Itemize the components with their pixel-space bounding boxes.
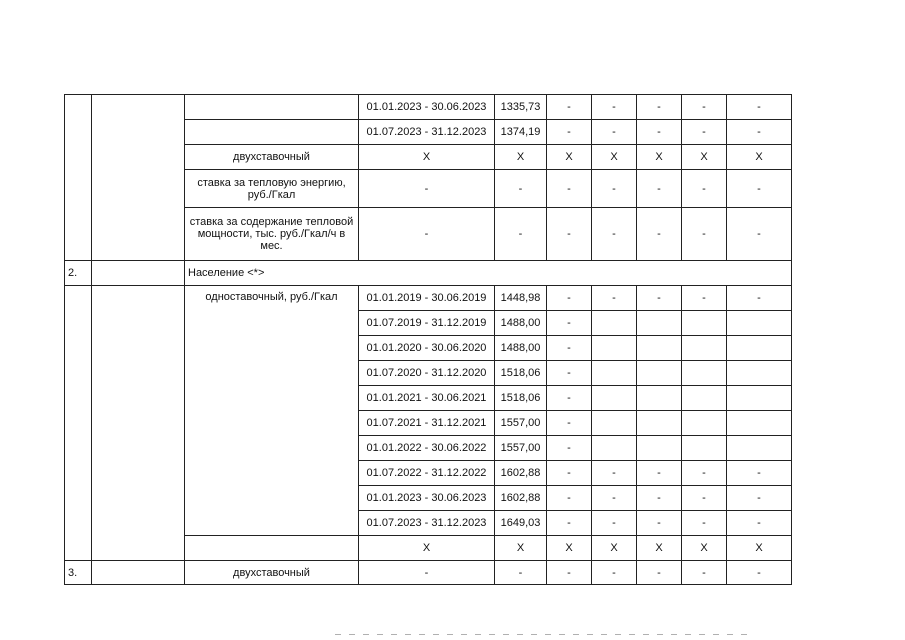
cell: - [637,486,682,511]
cell: - [547,208,592,261]
period-cell: 01.01.2022 - 30.06.2022 [359,436,495,461]
cell [637,311,682,336]
period-cell: 01.07.2019 - 31.12.2019 [359,311,495,336]
cell [637,436,682,461]
section-number: 2. [65,261,92,286]
cell: - [547,486,592,511]
cell: - [727,286,792,311]
cell: - [682,95,727,120]
cell: - [682,286,727,311]
cell: X [682,536,727,561]
cell: - [592,511,637,536]
cell: - [547,336,592,361]
cell [592,336,637,361]
value-cell: 1602,88 [495,461,547,486]
cell: - [547,461,592,486]
cell: - [592,170,637,208]
cell: - [547,286,592,311]
cell: - [547,170,592,208]
cell: - [637,511,682,536]
period-cell: 01.01.2021 - 30.06.2021 [359,386,495,411]
value-cell: 1557,00 [495,411,547,436]
cell: X [637,536,682,561]
cell: - [592,461,637,486]
cell: - [592,120,637,145]
cell [682,336,727,361]
cell: - [682,511,727,536]
period-cell: - [359,170,495,208]
value-cell: 1557,00 [495,436,547,461]
cell: - [727,561,792,585]
value-cell: - [495,208,547,261]
section-header-row [65,261,792,286]
cell: - [592,95,637,120]
cell: - [682,486,727,511]
value-cell: 1488,00 [495,336,547,361]
period-cell: X [359,536,495,561]
cell: - [637,170,682,208]
tariff-type-cell: ставка за тепловую энергию, руб./Гкал [185,170,359,208]
cell: X [682,145,727,170]
cell: - [682,561,727,585]
cell: - [547,311,592,336]
table-row [65,95,792,120]
value-cell: 1602,88 [495,486,547,511]
section-number: 3. [65,561,92,585]
cell: - [727,208,792,261]
value-cell: 1518,06 [495,361,547,386]
cell: - [727,486,792,511]
period-cell: 01.07.2023 - 31.12.2023 [359,511,495,536]
cell: - [637,208,682,261]
cell: - [727,170,792,208]
cell: - [592,286,637,311]
period-cell: 01.01.2023 - 30.06.2023 [359,486,495,511]
row-number-cell [65,95,92,261]
cell [682,386,727,411]
cell: - [682,170,727,208]
period-cell: 01.01.2023 - 30.06.2023 [359,95,495,120]
value-cell: X [495,536,547,561]
period-cell: - [359,561,495,585]
cell [727,361,792,386]
tariff-type-cell: одноставочный, руб./Гкал [185,286,359,536]
period-cell: 01.01.2020 - 30.06.2020 [359,336,495,361]
cell [727,436,792,461]
cell: - [547,436,592,461]
cell [727,386,792,411]
cell [637,386,682,411]
organization-cell [92,286,185,561]
cell: X [637,145,682,170]
cell: X [547,145,592,170]
tariff-table [64,94,792,585]
period-cell: 01.01.2019 - 30.06.2019 [359,286,495,311]
cell: X [727,536,792,561]
cell: - [727,120,792,145]
cell [682,436,727,461]
tariff-type-cell: двухставочный [185,145,359,170]
cell [592,311,637,336]
period-cell: - [359,208,495,261]
period-cell: X [359,145,495,170]
cell: - [727,95,792,120]
tariff-type-cell [185,120,359,145]
organization-cell [92,261,185,286]
cell: - [592,561,637,585]
cell: - [682,208,727,261]
section-title: Население <*> [185,261,792,286]
cell [682,411,727,436]
cell [592,386,637,411]
value-cell: 1649,03 [495,511,547,536]
cell [727,411,792,436]
row-number-cell [65,286,92,561]
value-cell: 1488,00 [495,311,547,336]
period-cell: 01.07.2022 - 31.12.2022 [359,461,495,486]
cell [727,311,792,336]
cell [682,361,727,386]
organization-cell [92,561,185,585]
period-cell: 01.07.2021 - 31.12.2021 [359,411,495,436]
cell: - [547,361,592,386]
cell: X [547,536,592,561]
cell: - [547,386,592,411]
cell: - [547,411,592,436]
cell: X [592,145,637,170]
cell: - [547,95,592,120]
cell: - [637,120,682,145]
period-cell: 01.07.2020 - 31.12.2020 [359,361,495,386]
value-cell: - [495,170,547,208]
value-cell: - [495,561,547,585]
cell: X [727,145,792,170]
cell: - [727,511,792,536]
cell [727,336,792,361]
cell: - [637,95,682,120]
cell: - [547,561,592,585]
table-row [65,561,792,585]
cell [637,336,682,361]
value-cell: X [495,145,547,170]
cell: - [637,286,682,311]
scan-artifact-line [335,634,755,635]
tariff-type-cell: двухставочный [185,561,359,585]
cell [592,411,637,436]
value-cell: 1374,19 [495,120,547,145]
cell: X [592,536,637,561]
organization-cell [92,95,185,261]
period-cell: 01.07.2023 - 31.12.2023 [359,120,495,145]
cell: - [547,120,592,145]
cell: - [727,461,792,486]
cell [592,361,637,386]
cell [682,311,727,336]
value-cell: 1448,98 [495,286,547,311]
cell: - [682,120,727,145]
cell: - [682,461,727,486]
tariff-type-cell: ставка за содержание тепловой мощности, тыс. руб./Гкал/ч в мес. [185,208,359,261]
cell [592,436,637,461]
value-cell: 1518,06 [495,386,547,411]
cell: - [592,208,637,261]
tariff-type-cell [185,536,359,561]
cell [637,361,682,386]
cell: - [547,511,592,536]
tariff-type-cell [185,95,359,120]
cell: - [592,486,637,511]
value-cell: 1335,73 [495,95,547,120]
cell: - [637,561,682,585]
table-row [65,286,792,311]
cell: - [637,461,682,486]
cell [637,411,682,436]
